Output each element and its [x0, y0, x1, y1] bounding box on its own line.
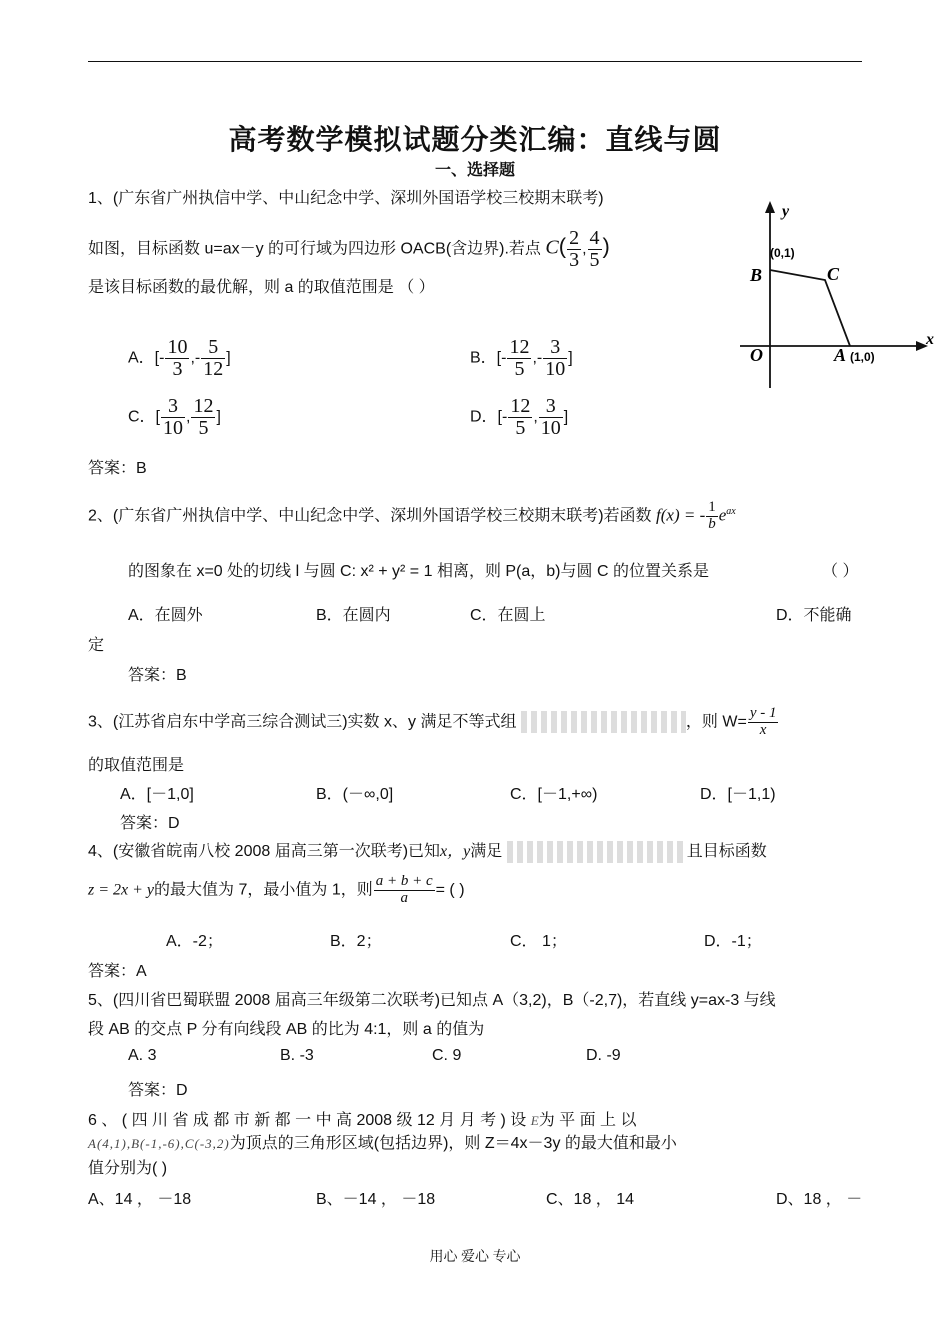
opt-frac — [191, 396, 215, 439]
q5-line1: 5、(四川省巴蜀联盟 2008 届高三年级第二次联考)已知点 A（3,2)，B（-2,7)，若直线 y=ax-3 与线 — [88, 992, 776, 1009]
opt-frac — [543, 337, 567, 380]
q4-fraction — [374, 874, 435, 907]
q2-option-d: D．不能确 — [776, 607, 852, 624]
frac-num: 5 — [201, 337, 225, 359]
q1-c-y-fraction — [588, 228, 602, 271]
q6-line2-text: 为顶点的三角形区域(包括边界)，则 Z＝4x－3y 的最大值和最小 — [229, 1135, 677, 1152]
q1-point-c: C — [545, 236, 559, 259]
q4-option-c: C． 1； — [510, 933, 567, 950]
q4-line1 — [88, 838, 767, 863]
opt-frac — [165, 337, 189, 380]
q5-option-c: C. 9 — [432, 1047, 462, 1064]
section-heading: 一、选择题 — [434, 162, 515, 179]
frac-num: 10 — [167, 336, 188, 358]
q2-line1-text: 2、(广东省广州执信中学、中山纪念中学、深圳外国语学校三校期末联考)若函数 — [88, 507, 652, 525]
page-footer: 用心 爱心 专心 — [429, 1250, 521, 1265]
frac-den: 10 — [163, 417, 184, 439]
q2-line2: 的图象在 x=0 处的切线 l 与圆 C: x² + y² = 1 相离，则 P(a，b)与圆 C 的位置关系是 — [128, 563, 709, 580]
q2-paren: （ ） — [822, 563, 859, 580]
q5-option-a: A. 3 — [128, 1047, 157, 1064]
opt-label: B．[- — [470, 349, 507, 367]
frac-num: 2 — [569, 227, 580, 249]
q1-line3: 是该目标函数的最优解，则 a 的取值范围是 （ ） — [88, 279, 435, 296]
frac-den: x — [759, 721, 767, 738]
q2-func: f(x) = - — [656, 505, 706, 525]
q6-option-c: C、18 ， 14 — [546, 1191, 635, 1208]
frac-den: 5 — [514, 358, 525, 380]
point-a-label: A — [834, 345, 847, 365]
q1-line1: 1、(广东省广州执信中学、中山纪念中学、深圳外国语学校三校期末联考) — [88, 190, 604, 207]
q6-option-b: B、－14 ， －18 — [316, 1191, 436, 1208]
q4-option-b: B．2； — [330, 933, 382, 950]
q3-line1-text: 3、(江苏省启东中学高三综合测试三)实数 x、y 满足不等式组 — [88, 713, 517, 731]
q6-e: E — [530, 1113, 539, 1128]
q1-c-x-fraction — [567, 228, 581, 271]
frac-den: b — [708, 515, 716, 532]
q4-satisfy: 满足 — [470, 843, 503, 860]
frac-den: 5 — [589, 249, 600, 271]
q3-option-c: C．[－1,+∞) — [510, 786, 598, 803]
opt-frac — [508, 396, 532, 439]
frac-num: 4 — [589, 227, 600, 249]
q4-z: z = 2x + y — [88, 881, 155, 899]
q4-constraint-image — [507, 841, 687, 863]
q3-w-fraction — [748, 706, 779, 739]
frac-num: y - 1 — [749, 705, 777, 721]
frac-num: a + b + c — [375, 873, 433, 889]
q3-inequality-image — [521, 711, 686, 733]
q6-line1-text: 6 、 ( 四 川 省 成 都 市 新 都 一 中 高 2008 级 12 月 月 考 ) 设 — [88, 1112, 527, 1129]
frac-den: 12 — [203, 358, 224, 380]
opt-frac — [507, 337, 531, 380]
q4-option-d: D．-1； — [704, 933, 762, 950]
q5-option-d: D. -9 — [586, 1047, 621, 1064]
q2-option-b: B．在圆内 — [316, 607, 391, 624]
opt-frac — [161, 396, 185, 439]
opt-label: D．[- — [470, 408, 508, 426]
q2-fraction — [706, 500, 718, 533]
frac-num: 3 — [543, 337, 567, 359]
q4-line2 — [88, 874, 465, 907]
q3-line2: 的取值范围是 — [88, 757, 185, 774]
frac-den: 3 — [569, 249, 580, 271]
frac-num: 3 — [161, 396, 185, 418]
point-a-coord: (1,0) — [850, 350, 875, 364]
q2-option-a: A．在圆外 — [128, 607, 203, 624]
q2-option-c: C．在圆上 — [470, 607, 546, 624]
q4-target: 且目标函数 — [686, 843, 767, 860]
q3-answer: 答案：D — [120, 815, 180, 832]
header-rule — [88, 61, 862, 62]
q6-line1-end: 为 平 面 上 以 — [538, 1112, 637, 1129]
frac-num: 12 — [509, 336, 530, 358]
q1-option-d: D．[- $\frac{12}{5}$ , $\frac{3}{10}$ ] — [470, 395, 569, 439]
frac-num: 1 — [708, 499, 716, 515]
q5-answer: 答案：D — [128, 1082, 188, 1099]
q1-line2: 如图，目标函数 u=ax－y 的可行域为四边形 OACB(含边界).若点 C( $\frac{2}{3}$ , $\frac{4}{5}$ ) — [88, 227, 610, 271]
opt-frac — [201, 337, 225, 380]
point-c-label: C — [827, 264, 840, 284]
q2-exp: e — [718, 505, 727, 525]
q6-vertices: A(4,1),B(-1,-6),C(-3,2) — [88, 1136, 230, 1151]
x-axis-label: x — [926, 331, 934, 348]
q3-option-a: A．[－1,0] — [120, 786, 194, 803]
frac-num: 12 — [193, 395, 214, 417]
q4-answer: 答案：A — [88, 963, 147, 980]
origin-label: O — [750, 345, 763, 365]
q3-w: ，则 W= — [685, 713, 747, 731]
frac-num: 12 — [510, 395, 531, 417]
q1-option-a: A．[- $\frac{10}{3}$ ,- $\frac{5}{12}$ ] — [128, 336, 231, 380]
q4-xy: x，y — [440, 843, 471, 860]
q1-option-c: C．[ $\frac{3}{10}$ , $\frac{12}{5}$ ] — [128, 395, 221, 439]
q3-option-b: B．(－∞,0] — [316, 786, 394, 803]
opt-label: A．[- — [128, 349, 165, 367]
q2-answer: 答案：B — [128, 667, 187, 684]
frac-den: 10 — [545, 358, 566, 380]
q6-line1 — [88, 1107, 637, 1130]
frac-den: 10 — [540, 417, 561, 439]
q3-line1 — [88, 706, 779, 739]
q1-feasible-region-graph — [730, 198, 940, 393]
q4-text: 的最大值为 7，最小值为 1，则 — [154, 881, 373, 899]
frac-den: 5 — [515, 417, 526, 439]
q5-line2: 段 AB 的交点 P 分有向线段 AB 的比为 4:1，则 a 的值为 — [88, 1021, 485, 1038]
frac-den: a — [400, 889, 408, 906]
q2-line1: 2、(广东省广州执信中学、中山纪念中学、深圳外国语学校三校期末联考)若函数 f(x) = - $\frac{1}{b}$ $e^{ax}$ — [88, 499, 736, 532]
frac-den: 3 — [172, 358, 183, 380]
q1-option-b: B．[- $\frac{12}{5}$ ,- $\frac{3}{10}$ ] — [470, 336, 573, 380]
opt-label: C．[ — [128, 408, 161, 426]
q6-option-d: D、18 ， － — [776, 1191, 863, 1208]
q2-option-d-cont: 定 — [88, 637, 105, 654]
q4-line1-text: 4、(安徽省皖南八校 2008 届高三第一次联考)已知 — [88, 843, 441, 860]
frac-den: 5 — [198, 417, 209, 439]
q6-line3: 值分别为( ) — [88, 1160, 168, 1177]
point-b-coord: (0,1) — [770, 246, 795, 260]
q5-option-b: B. -3 — [280, 1047, 314, 1064]
q6-line2 — [88, 1130, 677, 1153]
q1-answer: 答案：B — [88, 460, 147, 477]
q4-option-a: A．-2； — [166, 933, 223, 950]
point-b-label: B — [750, 265, 763, 285]
q1-line2-text: 如图，目标函数 u=ax－y 的可行域为四边形 OACB(含边界).若点 — [88, 240, 541, 258]
y-axis-arrow-icon — [765, 201, 775, 213]
page-title: 高考数学模拟试题分类汇编：直线与圆 — [228, 125, 722, 156]
q4-eq: = ( ) — [435, 881, 465, 899]
q6-option-a: A、14 ， －18 — [88, 1191, 192, 1208]
opt-frac — [539, 396, 563, 439]
q3-option-d: D．[－1,1) — [700, 786, 776, 803]
frac-num: 3 — [539, 396, 563, 418]
y-axis-label: y — [782, 203, 790, 220]
